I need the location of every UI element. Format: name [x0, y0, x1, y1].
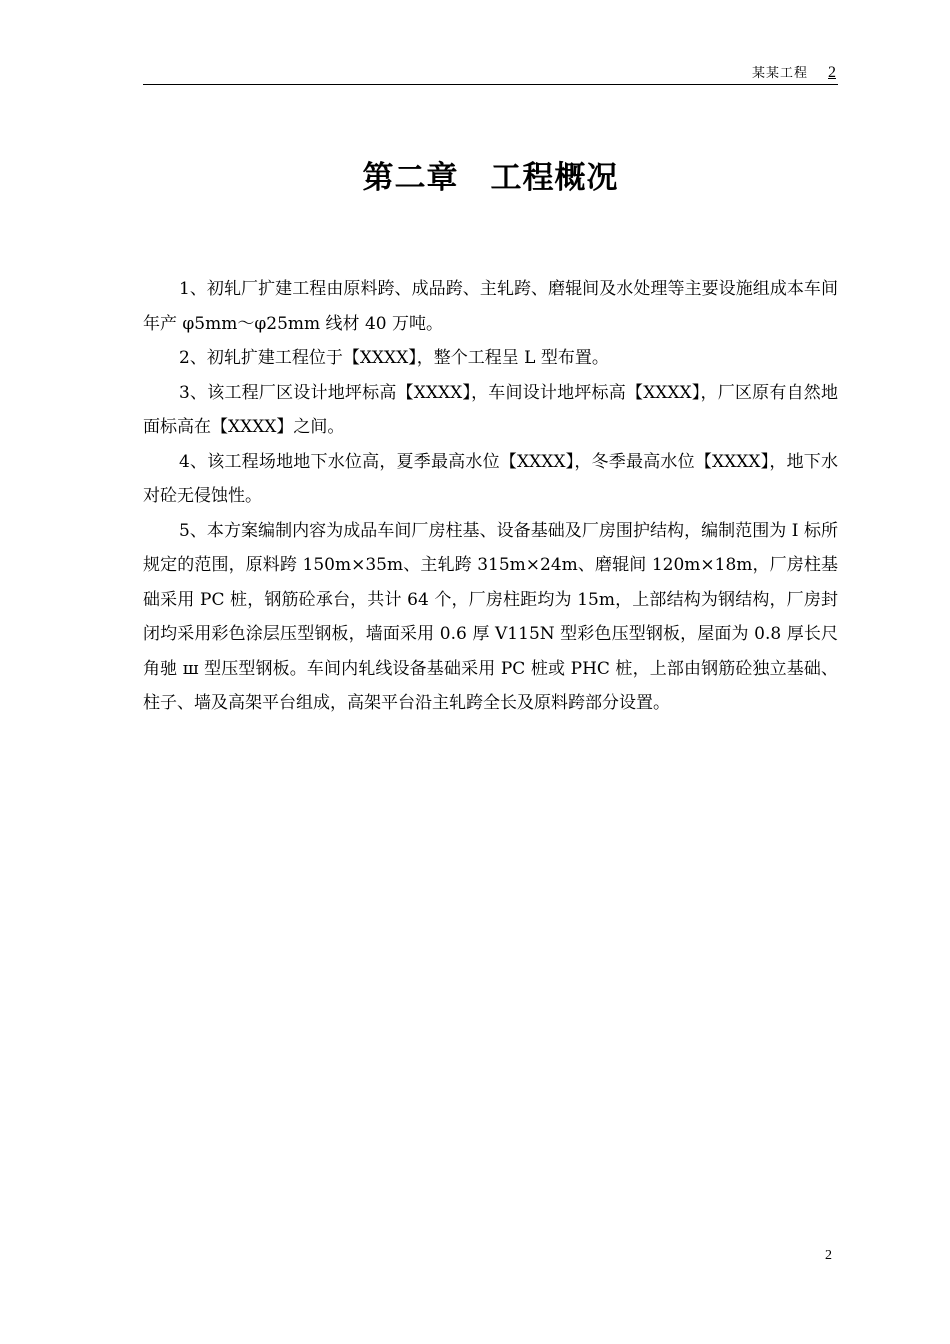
header-page-number: 2	[828, 64, 836, 81]
paragraph-3: 3、该工程厂区设计地坪标高【XXXX】，车间设计地坪标高【XXXX】，厂区原有自然地面标高在【XXXX】之间。	[143, 382, 838, 437]
paragraph-1: 1、初轧厂扩建工程由原料跨、成品跨、主轧跨、磨辊间及水处理等主要设施组成本车间年产 φ5mm～φ25mm 线材 40 万吨。	[143, 279, 838, 334]
paragraph-2: 2、初轧扩建工程位于【XXXX】，整个工程呈 L 型布置。	[179, 348, 609, 368]
body-text	[143, 272, 838, 721]
paragraph-4: 4、该工程场地地下水位高，夏季最高水位【XXXX】，冬季最高水位【XXXX】，地下水对砼无侵蚀性。	[143, 451, 838, 506]
paragraph-5: 5、本方案编制内容为成品车间厂房柱基、设备基础及厂房围护结构，编制范围为 I 标所规定的范围，原料跨 150m×35m、主轧跨 315m×24m、磨辊间 120m×18m，厂房柱基础采用 PC 桩，钢筋砼承台，共计 64 个，厂房柱距均为 15m，上部结构为钢结构，厂房封闭均采用彩色涂层压型钢板，墙面采用 0.6 厚 V115N 型彩色压型钢板，屋面为 0.8 厚长尺角驰 ш 型压型钢板。车间内轧线设备基础采用 PC 桩或 PHC 桩，上部由钢筋砼独立基础、柱子、墙及高架平台组成，高架平台沿主轧跨全长及原料跨部分设置。	[143, 520, 838, 713]
page-header	[143, 62, 838, 85]
header-title: 某某工程	[751, 66, 808, 81]
chapter-title: 第二章 工程概况	[362, 160, 619, 196]
footer-page-number: 2	[825, 1248, 832, 1263]
